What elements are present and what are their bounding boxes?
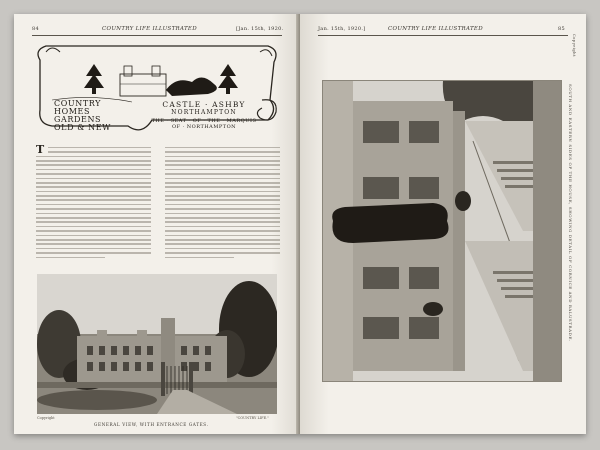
banner-subtitle-line-1: THE · SEAT · OF · THE · MARQUIS (151, 118, 257, 124)
body-text-line (36, 191, 151, 193)
body-text-line (165, 169, 280, 171)
body-text-line (36, 156, 151, 158)
body-text-line (165, 226, 280, 228)
body-text-line (165, 147, 280, 149)
banner-word-gardens: GARDENS (54, 115, 102, 124)
body-text-line (36, 195, 151, 197)
body-text-line (165, 156, 280, 158)
banner-words (54, 100, 111, 132)
body-text-line (48, 151, 151, 153)
article-column-1 (36, 144, 151, 261)
left-running-title: COUNTRY LIFE ILLUSTRATED (102, 26, 197, 32)
body-text-line (165, 173, 280, 175)
body-text-line (36, 248, 151, 250)
magazine-spread (14, 14, 586, 434)
right-header-rule (318, 35, 568, 36)
right-date: Jan. 15th, 1920.] (318, 26, 366, 32)
body-text-line (36, 169, 151, 171)
banner-subtitle-line-2: OF · NORTHAMPTON (171, 124, 237, 130)
body-text-line (36, 257, 105, 259)
body-text-line (36, 226, 151, 228)
banner-title-line-1: CASTLE · ASHBY (162, 100, 246, 109)
side-caption: SOUTH AND EASTERN SIDES OF THE HOUSE, SHOWING DETAIL OF CORNICE AND BALUSTRADE. (568, 84, 573, 342)
article-dropcap: T (36, 144, 45, 156)
body-text-line (36, 164, 151, 166)
body-text-line (36, 178, 151, 180)
body-text-line (36, 160, 151, 162)
body-text-line (165, 164, 280, 166)
body-text-line (165, 204, 280, 206)
body-text-line (36, 173, 151, 175)
body-text-line (165, 191, 280, 193)
body-text-line (36, 213, 151, 215)
body-text-line (165, 178, 280, 180)
body-text-line (165, 257, 234, 259)
entrance-photo (37, 274, 277, 414)
body-text-line (36, 204, 151, 206)
body-text-line (165, 182, 280, 184)
photo-credit-left: Copyright (37, 416, 55, 420)
castle-entrance-illustration (37, 274, 277, 414)
body-text-line (165, 199, 280, 201)
banner-word-country: COUNTRY (54, 99, 102, 108)
body-text-line (165, 235, 280, 237)
banner-word-old-new: OLD & NEW (54, 123, 111, 132)
column-2-text-lines (165, 144, 280, 261)
body-text-line (165, 252, 280, 254)
house-terrace-illustration (323, 81, 561, 381)
body-text-line (36, 199, 151, 201)
banner-title-line-2: NORTHAMPTON (171, 109, 237, 116)
body-text-line (165, 239, 280, 241)
column-1-text-lines (36, 144, 151, 261)
left-header-rule (32, 35, 282, 36)
body-text-line (165, 248, 280, 250)
body-text-line (36, 252, 151, 254)
right-page (300, 14, 586, 434)
body-text-line (165, 243, 280, 245)
body-text-line (165, 208, 280, 210)
body-text-line (36, 186, 151, 188)
right-page-number: 85 (558, 26, 565, 32)
article-column-2 (165, 144, 280, 261)
body-text-line (36, 217, 151, 219)
left-page-number: 84 (32, 26, 39, 32)
body-text-line (165, 217, 280, 219)
banner-word-homes: HOMES (54, 107, 91, 116)
body-text-line (36, 221, 151, 223)
body-text-line (165, 160, 280, 162)
body-text-line (165, 195, 280, 197)
body-text-line (165, 186, 280, 188)
body-text-line (36, 230, 151, 232)
banner-title-block (144, 100, 264, 130)
house-photo (322, 80, 562, 382)
body-text-line (36, 243, 151, 245)
left-page (14, 14, 300, 434)
body-text-line (36, 239, 151, 241)
body-text-line (165, 213, 280, 215)
body-text-line (165, 221, 280, 223)
body-text-line (165, 230, 280, 232)
photo-caption: GENERAL VIEW, WITH ENTRANCE GATES. (94, 422, 209, 427)
body-text-line (36, 208, 151, 210)
side-credit: Copyright (572, 34, 576, 58)
body-text-line (36, 182, 151, 184)
left-date: [Jan. 15th, 1920. (236, 26, 284, 32)
photo-credit-right: "COUNTRY LIFE." (236, 416, 269, 420)
body-text-line (36, 235, 151, 237)
body-text-line (165, 151, 280, 153)
body-text-line (48, 147, 151, 149)
right-running-title: COUNTRY LIFE ILLUSTRATED (388, 26, 483, 32)
article-banner (32, 40, 282, 140)
